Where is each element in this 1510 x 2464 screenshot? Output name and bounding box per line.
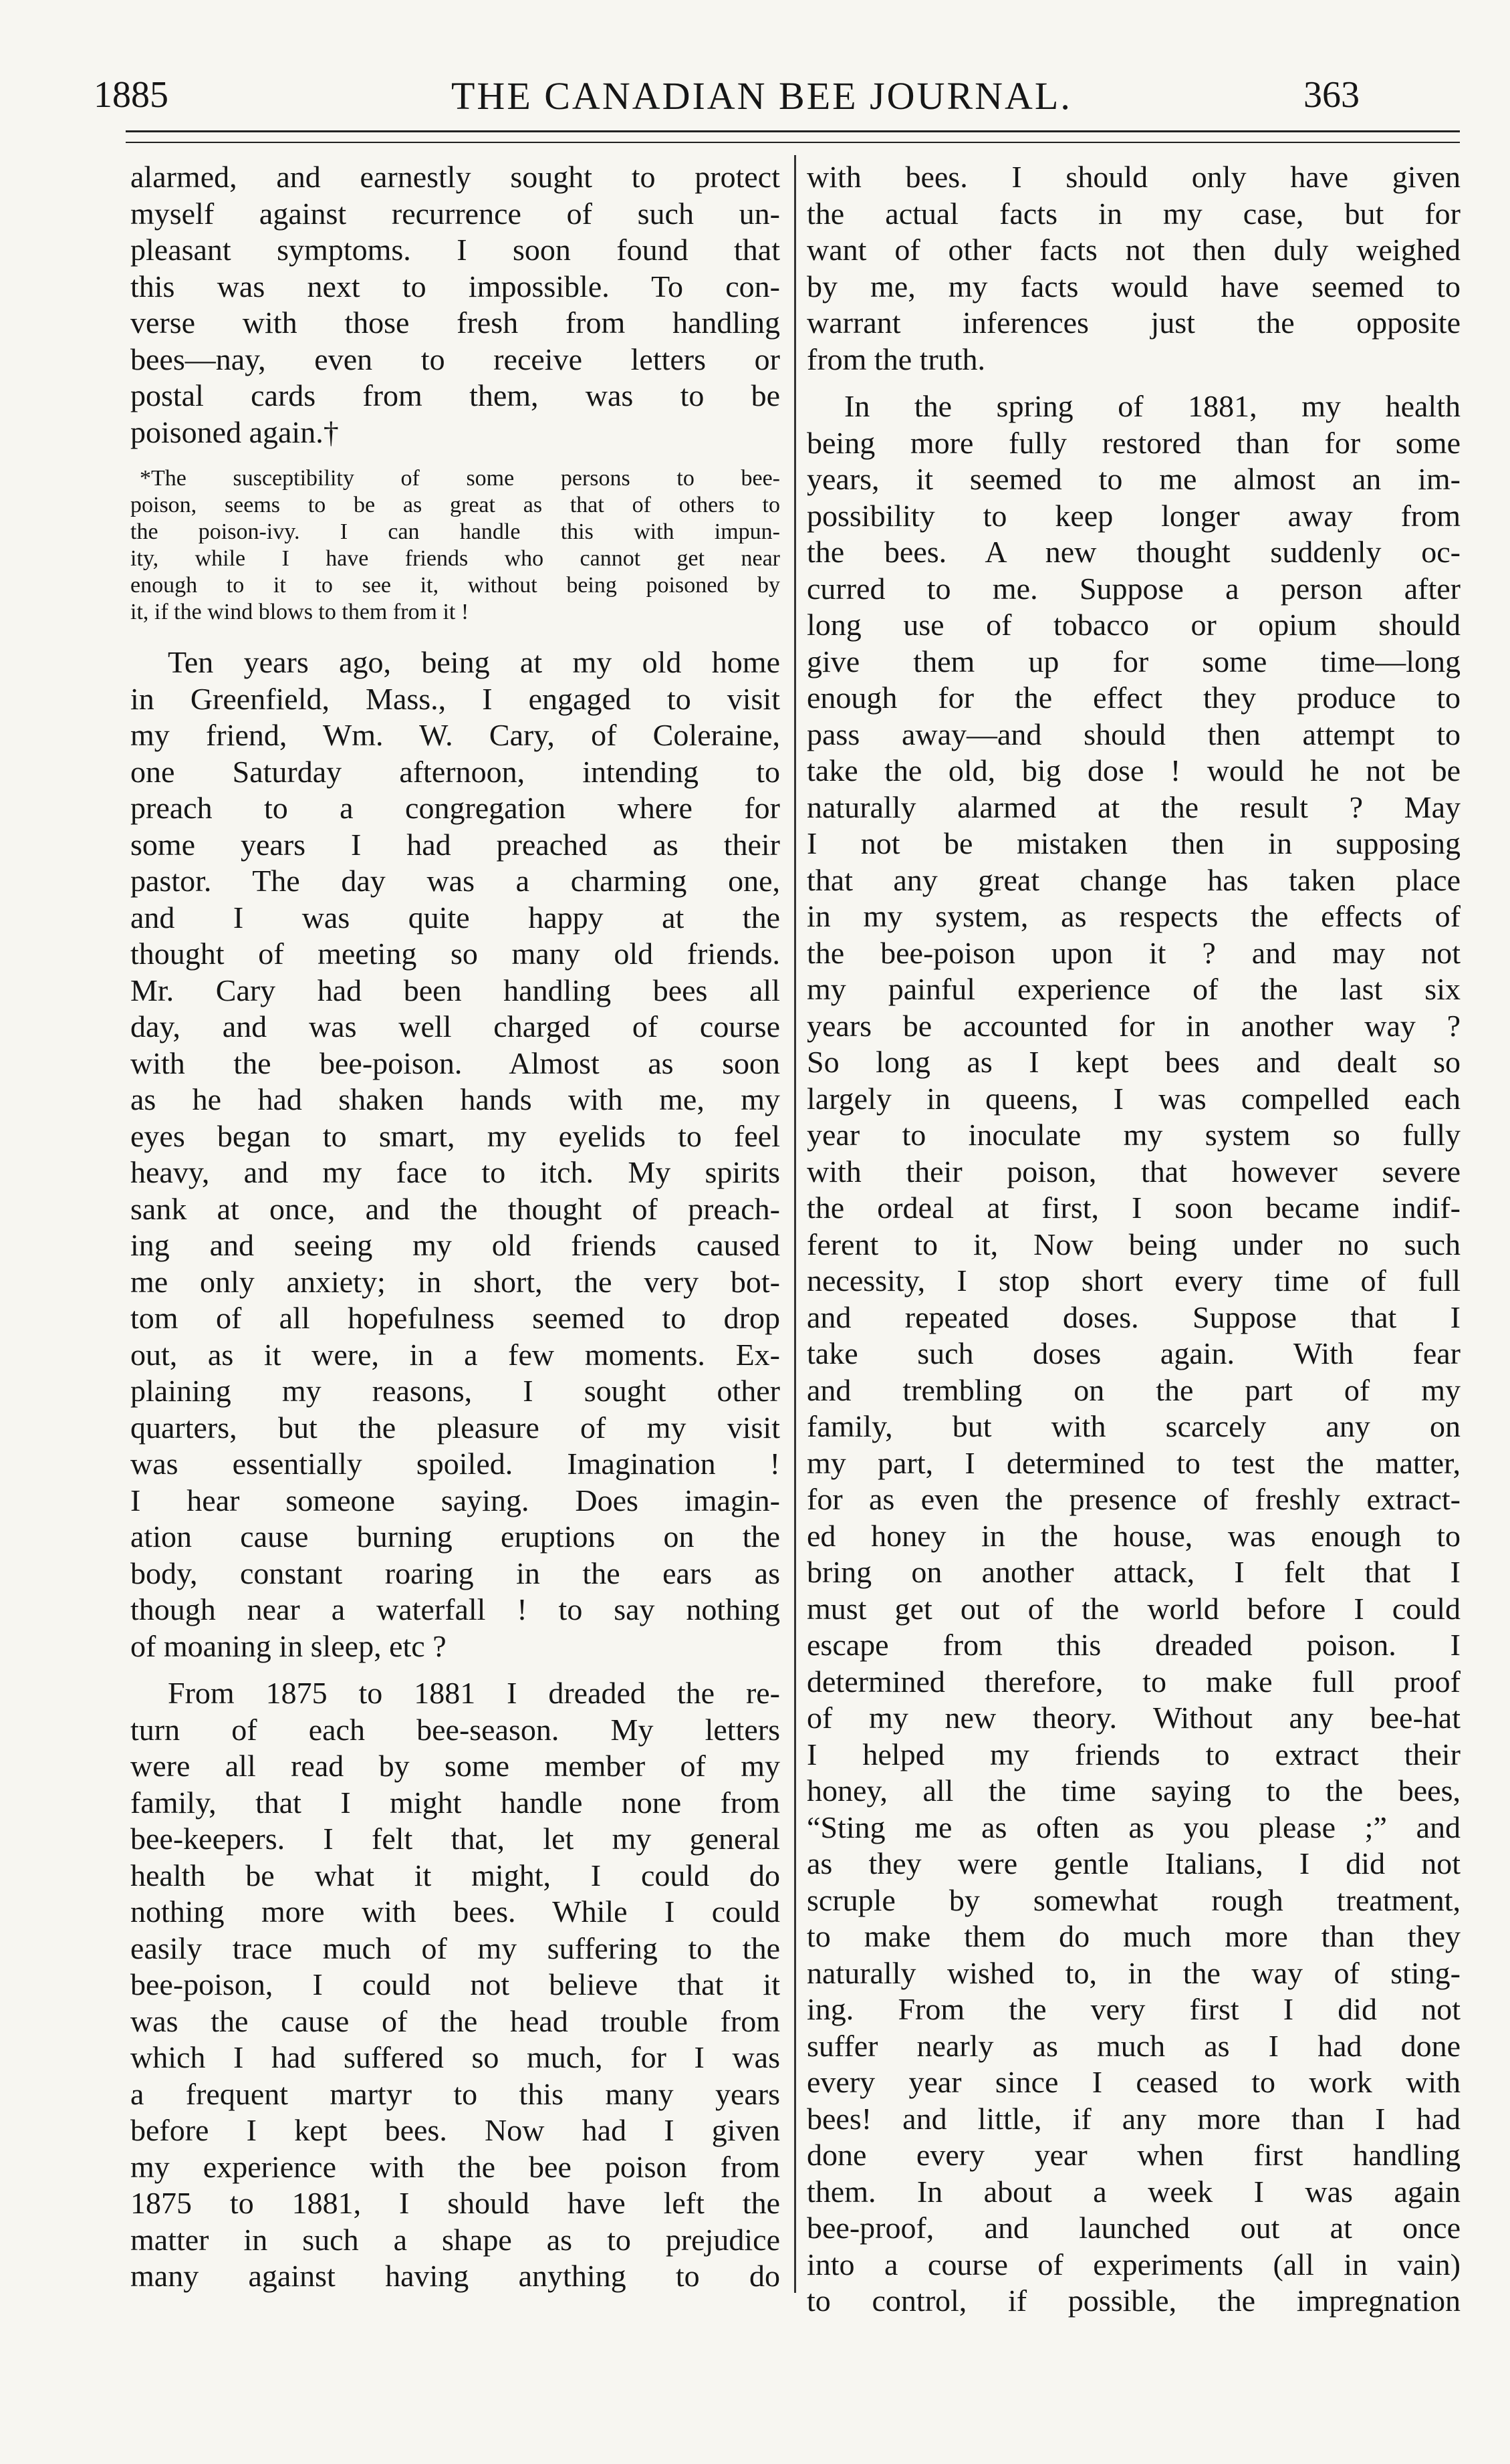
left-paragraph-greenfield bbox=[130, 644, 780, 1665]
footnote-line: enough to it to see it, without being poisoned by bbox=[130, 573, 780, 598]
text-line: years be accounted for in another way ? bbox=[807, 1008, 1461, 1043]
text-line: the bees. A new thought suddenly oc- bbox=[807, 535, 1461, 569]
text-line: in my system, as respects the effects of bbox=[807, 899, 1461, 933]
text-line: scruple by somewhat rough treatment, bbox=[807, 1882, 1461, 1917]
text-line: that any great change has taken place bbox=[807, 862, 1461, 897]
text-line: with bees. I should only have given bbox=[807, 160, 1461, 194]
text-line: every year since I ceased to work with bbox=[807, 2065, 1461, 2099]
text-line: honey, all the time saying to the bees, bbox=[807, 1773, 1461, 1808]
text-line: necessity, I stop short every time of full bbox=[807, 1263, 1461, 1298]
text-line: pleasant symptoms. I soon found that bbox=[130, 233, 780, 267]
text-line: to control, if possible, the impregnation bbox=[807, 2284, 1461, 2318]
text-line: as he had shaken hands with me, my bbox=[130, 1082, 780, 1116]
page-year: 1885 bbox=[94, 74, 168, 116]
text-line: warrant inferences just the opposite bbox=[807, 305, 1461, 340]
text-line: verse with those fresh from handling bbox=[130, 305, 780, 340]
text-line: my painful experience of the last six bbox=[807, 972, 1461, 1006]
text-line: day, and was well charged of course bbox=[130, 1009, 780, 1043]
text-line: ing. From the very first I did not bbox=[807, 1992, 1461, 2026]
text-line: and repeated doses. Suppose that I bbox=[807, 1300, 1461, 1334]
text-line: postal cards from them, was to be bbox=[130, 378, 780, 412]
text-line: them. In about a week I was again bbox=[807, 2174, 1461, 2209]
text-line: preach to a congregation where for bbox=[130, 791, 780, 825]
text-line: sank at once, and the thought of preach- bbox=[130, 1191, 780, 1226]
text-line: was the cause of the head trouble from bbox=[130, 2003, 780, 2038]
footnote-line: the poison-ivy. I can handle this with impun- bbox=[130, 519, 780, 544]
text-line: 1875 to 1881, I should have left the bbox=[130, 2186, 780, 2220]
text-line: the ordeal at first, I soon became indif- bbox=[807, 1191, 1461, 1225]
text-line: naturally alarmed at the result ? May bbox=[807, 789, 1461, 824]
text-line: as they were gentle Italians, I did not bbox=[807, 1846, 1461, 1880]
text-line: this was next to impossible. To con- bbox=[130, 269, 780, 303]
text-line: my experience with the bee poison from bbox=[130, 2149, 780, 2184]
left-paragraph-1875 bbox=[130, 1675, 780, 2295]
text-line: So long as I kept bees and dealt so bbox=[807, 1045, 1461, 1079]
text-line: turn of each bee-season. My letters bbox=[130, 1712, 780, 1747]
text-line: escape from this dreaded poison. I bbox=[807, 1628, 1461, 1662]
text-line: my friend, Wm. W. Cary, of Coleraine, bbox=[130, 718, 780, 752]
text-line: family, but with scarcely any on bbox=[807, 1409, 1461, 1443]
text-line: into a course of experiments (all in vain) bbox=[807, 2247, 1461, 2282]
text-line: I not be mistaken then in supposing bbox=[807, 826, 1461, 860]
text-line: was essentially spoiled. Imagination ! bbox=[130, 1447, 780, 1481]
footnote-line: *The susceptibility of some persons to bee- bbox=[140, 466, 780, 491]
text-line: some years I had preached as their bbox=[130, 827, 780, 862]
text-line: the actual facts in my case, but for bbox=[807, 196, 1461, 231]
text-line: bee-keepers. I felt that, let my general bbox=[130, 1822, 780, 1856]
text-line: tom of all hopefulness seemed to drop bbox=[130, 1301, 780, 1335]
text-line: enough for the effect they produce to bbox=[807, 681, 1461, 715]
footnote bbox=[130, 465, 780, 626]
text-line: From 1875 to 1881 I dreaded the re- bbox=[168, 1676, 780, 1710]
header-rule bbox=[126, 130, 1460, 132]
text-line: ed honey in the house, was enough to bbox=[807, 1518, 1461, 1553]
footnote-line: it, if the wind blows to them from it ! bbox=[130, 600, 469, 624]
text-line: ation cause burning eruptions on the bbox=[130, 1519, 780, 1554]
paragraph-gap bbox=[807, 378, 1461, 388]
text-line: In the spring of 1881, my health bbox=[844, 389, 1461, 423]
text-line: I hear someone saying. Does imagin- bbox=[130, 1483, 780, 1517]
text-line: curred to me. Suppose a person after bbox=[807, 571, 1461, 606]
header-rule-thin bbox=[126, 142, 1460, 143]
paragraph-gap bbox=[130, 1665, 780, 1675]
right-column bbox=[807, 159, 1461, 2320]
text-line: from the truth. bbox=[807, 342, 985, 376]
left-intro-paragraph bbox=[130, 159, 780, 451]
text-line: quarters, but the pleasure of my visit bbox=[130, 1410, 780, 1445]
text-line: the bee-poison upon it ? and may not bbox=[807, 935, 1461, 970]
text-line: many against having anything to do bbox=[130, 2259, 780, 2293]
text-line: in Greenfield, Mass., I engaged to visit bbox=[130, 681, 780, 716]
text-line: plaining my reasons, I sought other bbox=[130, 1374, 780, 1408]
text-line: I helped my friends to extract their bbox=[807, 1737, 1461, 1771]
text-line: which I had suffered so much, for I was bbox=[130, 2040, 780, 2074]
text-line: bee-poison, I could not believe that it bbox=[130, 1967, 780, 2001]
text-line: ferent to it, Now being under no such bbox=[807, 1227, 1461, 1261]
text-line: nothing more with bees. While I could bbox=[130, 1894, 780, 1929]
text-line: largely in queens, I was compelled each bbox=[807, 1081, 1461, 1116]
text-line: want of other facts not then duly weighed bbox=[807, 233, 1461, 267]
text-line: matter in such a shape as to prejudice bbox=[130, 2222, 780, 2257]
right-intro-paragraph bbox=[807, 159, 1461, 378]
text-line: with the bee-poison. Almost as soon bbox=[130, 1045, 780, 1080]
text-line: pass away—and should then attempt to bbox=[807, 717, 1461, 751]
text-line: a frequent martyr to this many years bbox=[130, 2076, 780, 2111]
text-line: possibility to keep longer away from bbox=[807, 498, 1461, 533]
text-line: take such doses again. With fear bbox=[807, 1336, 1461, 1370]
text-line: out, as it were, in a few moments. Ex- bbox=[130, 1337, 780, 1372]
text-line: one Saturday afternoon, intending to bbox=[130, 754, 780, 789]
text-line: by me, my facts would have seemed to bbox=[807, 269, 1461, 303]
text-line: pastor. The day was a charming one, bbox=[130, 864, 780, 898]
column-divider bbox=[794, 155, 796, 2293]
text-line: to make them do much more than they bbox=[807, 1919, 1461, 1953]
footnote-line: ity, while I have friends who cannot get near bbox=[130, 546, 780, 571]
text-line: bees! and little, if any more than I had bbox=[807, 2101, 1461, 2136]
text-line: take the old, big dose ! would he not be bbox=[807, 753, 1461, 787]
text-line: thought of meeting so many old friends. bbox=[130, 937, 780, 971]
text-line: give them up for some time—long bbox=[807, 644, 1461, 679]
text-line: with their poison, that however severe bbox=[807, 1154, 1461, 1189]
text-line: easily trace much of my suffering to the bbox=[130, 1931, 780, 1965]
text-line: were all read by some member of my bbox=[130, 1749, 780, 1783]
text-line: before I kept bees. Now had I given bbox=[130, 2113, 780, 2147]
page-number: 363 bbox=[1303, 74, 1360, 116]
text-line: me only anxiety; in short, the very bot- bbox=[130, 1264, 780, 1299]
text-line: bees—nay, even to receive letters or bbox=[130, 342, 780, 376]
text-line: “Sting me as often as you please ;” and bbox=[807, 1810, 1461, 1844]
text-line: suffer nearly as much as I had done bbox=[807, 2028, 1461, 2063]
text-line: and trembling on the part of my bbox=[807, 1372, 1461, 1407]
text-line: ing and seeing my old friends caused bbox=[130, 1228, 780, 1262]
left-column bbox=[130, 159, 780, 2295]
text-line: being more fully restored than for some bbox=[807, 425, 1461, 460]
text-line: family, that I might handle none from bbox=[130, 1785, 780, 1820]
text-line: determined therefore, to make full proof bbox=[807, 1664, 1461, 1699]
text-line: eyes began to smart, my eyelids to feel bbox=[130, 1118, 780, 1153]
footnote-line: poison, seems to be as great as that of others to bbox=[130, 493, 780, 517]
text-line: Ten years ago, being at my old home bbox=[168, 645, 780, 679]
text-line: for as even the presence of freshly extract- bbox=[807, 1482, 1461, 1516]
text-line: years, it seemed to me almost an im- bbox=[807, 462, 1461, 496]
text-line: of my new theory. Without any bee-hat bbox=[807, 1701, 1461, 1735]
text-line: Mr. Cary had been handling bees all bbox=[130, 973, 780, 1007]
text-line: heavy, and my face to itch. My spirits bbox=[130, 1155, 780, 1189]
text-line: must get out of the world before I could bbox=[807, 1591, 1461, 1626]
text-line: health be what it might, I could do bbox=[130, 1858, 780, 1892]
text-line: my part, I determined to test the matter, bbox=[807, 1445, 1461, 1480]
text-line: of moaning in sleep, etc ? bbox=[130, 1628, 447, 1663]
text-line: bee-proof, and launched out at once bbox=[807, 2211, 1461, 2245]
text-line: body, constant roaring in the ears as bbox=[130, 1556, 780, 1590]
right-paragraph-spring-1881 bbox=[807, 388, 1461, 2320]
running-head bbox=[94, 74, 1430, 127]
text-line: though near a waterfall ! to say nothing bbox=[130, 1592, 780, 1626]
text-line: poisoned again.† bbox=[130, 414, 339, 449]
text-line: naturally wished to, in the way of sting- bbox=[807, 1955, 1461, 1990]
text-line: done every year when first handling bbox=[807, 2138, 1461, 2172]
text-line: bring on another attack, I felt that I bbox=[807, 1555, 1461, 1589]
text-line: and I was quite happy at the bbox=[130, 900, 780, 935]
journal-title: THE CANADIAN BEE JOURNAL. bbox=[451, 74, 1072, 118]
text-line: year to inoculate my system so fully bbox=[807, 1118, 1461, 1152]
text-line: long use of tobacco or opium should bbox=[807, 608, 1461, 642]
text-line: alarmed, and earnestly sought to protect bbox=[130, 160, 780, 194]
text-line: myself against recurrence of such un- bbox=[130, 196, 780, 231]
